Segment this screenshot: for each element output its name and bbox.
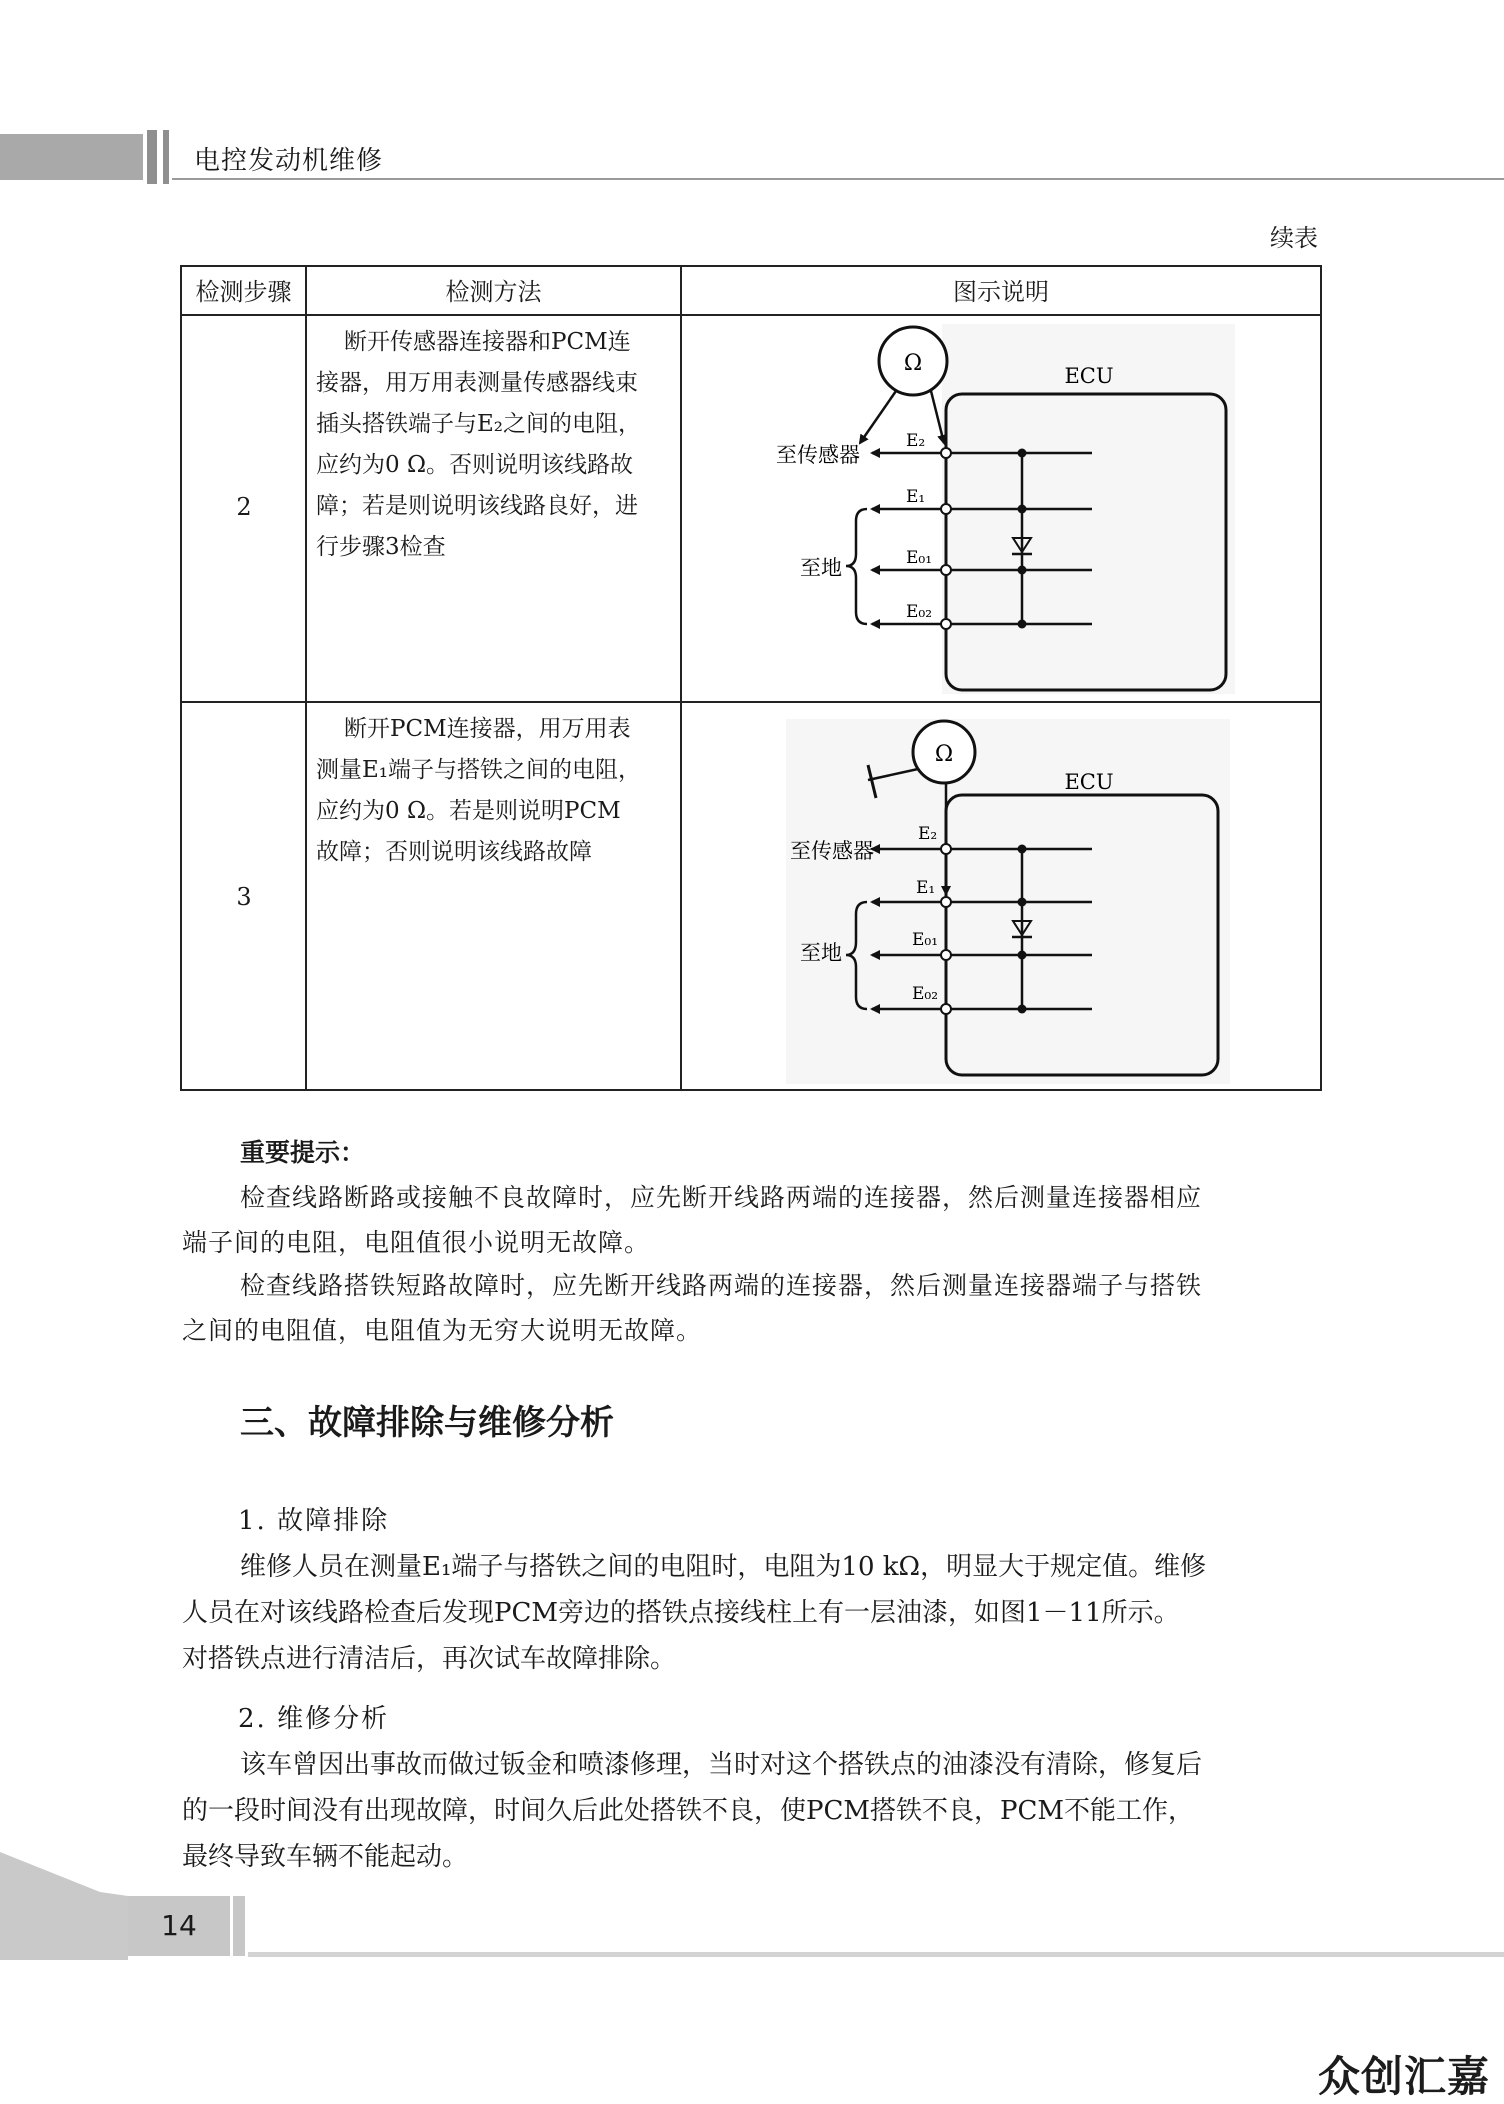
running-header-title: 电控发动机维修 [194, 146, 384, 176]
method-line: 障；若是则说明该线路良好，进 [316, 493, 638, 519]
step-number: 2 [236, 493, 252, 521]
important-note-title: 重要提示： [240, 1138, 366, 1167]
header-bar [163, 130, 169, 184]
terminal-label: E₀₂ [906, 602, 933, 622]
paragraph-line: 对搭铁点进行清洁后，再次试车故障排除。 [182, 1644, 677, 1674]
subsection-heading: 2. 维修分析 [238, 1704, 390, 1734]
ecu-label: ECU [1064, 364, 1114, 388]
footer-bar [233, 1896, 245, 1956]
to-ground-label: 至地 [800, 556, 842, 580]
table-divider [305, 265, 307, 1091]
paragraph-line: 之间的电阻值，电阻值为无穷大说明无故障。 [182, 1316, 703, 1345]
header-band [0, 134, 143, 180]
ohmmeter-symbol: Ω [934, 742, 954, 767]
step-number: 3 [236, 883, 252, 911]
page-number: 14 [161, 1909, 197, 1942]
watermark-logo: 众创汇嘉 [1318, 2052, 1491, 2101]
method-line: 故障；否则说明该线路故障 [316, 839, 592, 865]
body-paragraph [182, 1544, 1322, 1682]
subsection-heading: 1. 故障排除 [238, 1506, 390, 1536]
ohmmeter-symbol: Ω [903, 351, 923, 376]
footer-rule [248, 1952, 1504, 1957]
method-line: 行步骤3检查 [316, 534, 446, 560]
paragraph-line: 检查线路搭铁短路故障时，应先断开线路两端的连接器，然后测量连接器端子与搭铁 [240, 1271, 1203, 1300]
paragraph-line: 人员在对该线路检查后发现PCM旁边的搭铁点接线柱上有一层油漆，如图1－11所示。 [182, 1598, 1180, 1628]
paragraph-line: 端子间的电阻，电阻值很小说明无故障。 [182, 1228, 651, 1257]
method-line: 插头搭铁端子与E₂之间的电阻， [316, 411, 642, 437]
body-paragraph [182, 1742, 1322, 1880]
method-line: 应约为0 Ω。否则说明该线路故 [316, 452, 634, 478]
ecu-label: ECU [1064, 770, 1114, 794]
header-bar [147, 130, 157, 184]
paragraph-line: 该车曾因出事故而做过钣金和喷漆修理，当时对这个搭铁点的油漆没有清除，修复后 [240, 1750, 1203, 1780]
to-ground-label: 至地 [800, 941, 842, 965]
paragraph-line: 检查线路断路或接触不良故障时，应先断开线路两端的连接器，然后测量连接器相应 [240, 1183, 1203, 1212]
terminal-label: E₀₁ [912, 930, 939, 950]
method-line: 接器，用万用表测量传感器线束 [316, 370, 638, 396]
to-sensor-label: 至传感器 [790, 839, 874, 863]
terminal-label: E₁ [906, 487, 926, 507]
terminal-label: E₀₁ [906, 548, 933, 568]
method-text [316, 322, 672, 568]
to-sensor-label: 至传感器 [776, 443, 860, 467]
paragraph-line: 的一段时间没有出现故障，时间久后此处搭铁不良，使PCM搭铁不良，PCM不能工作， [182, 1796, 1195, 1826]
circuit-diagram-step3 [682, 703, 1320, 1089]
note-paragraph [182, 1263, 1322, 1353]
circuit-diagram-step2 [682, 316, 1320, 700]
terminal-label: E₂ [918, 824, 938, 844]
terminal-label: E₀₂ [912, 984, 939, 1004]
table-header-method: 检测方法 [445, 278, 542, 306]
note-paragraph [182, 1175, 1322, 1265]
terminal-label: E₂ [906, 431, 926, 451]
method-line: 断开PCM连接器，用万用表 [344, 716, 631, 742]
method-line: 应约为0 Ω。若是则说明PCM [316, 798, 621, 824]
paragraph-line: 维修人员在测量E₁端子与搭铁之间的电阻时，电阻为10 kΩ，明显大于规定值。维修 [240, 1552, 1207, 1582]
method-line: 断开传感器连接器和PCM连 [344, 329, 631, 355]
table-header-step: 检测步骤 [195, 278, 292, 306]
section-heading: 三、故障排除与维修分析 [240, 1403, 614, 1443]
method-text [316, 709, 672, 873]
header-rule [172, 178, 1504, 180]
method-line: 测量E₁端子与搭铁之间的电阻， [316, 757, 642, 783]
terminal-label: E₁ [916, 878, 936, 898]
table-header-diagram: 图示说明 [953, 278, 1049, 306]
table-continued-label: 续表 [1270, 224, 1318, 252]
paragraph-line: 最终导致车辆不能起动。 [182, 1842, 469, 1872]
probe-lead [860, 391, 896, 443]
